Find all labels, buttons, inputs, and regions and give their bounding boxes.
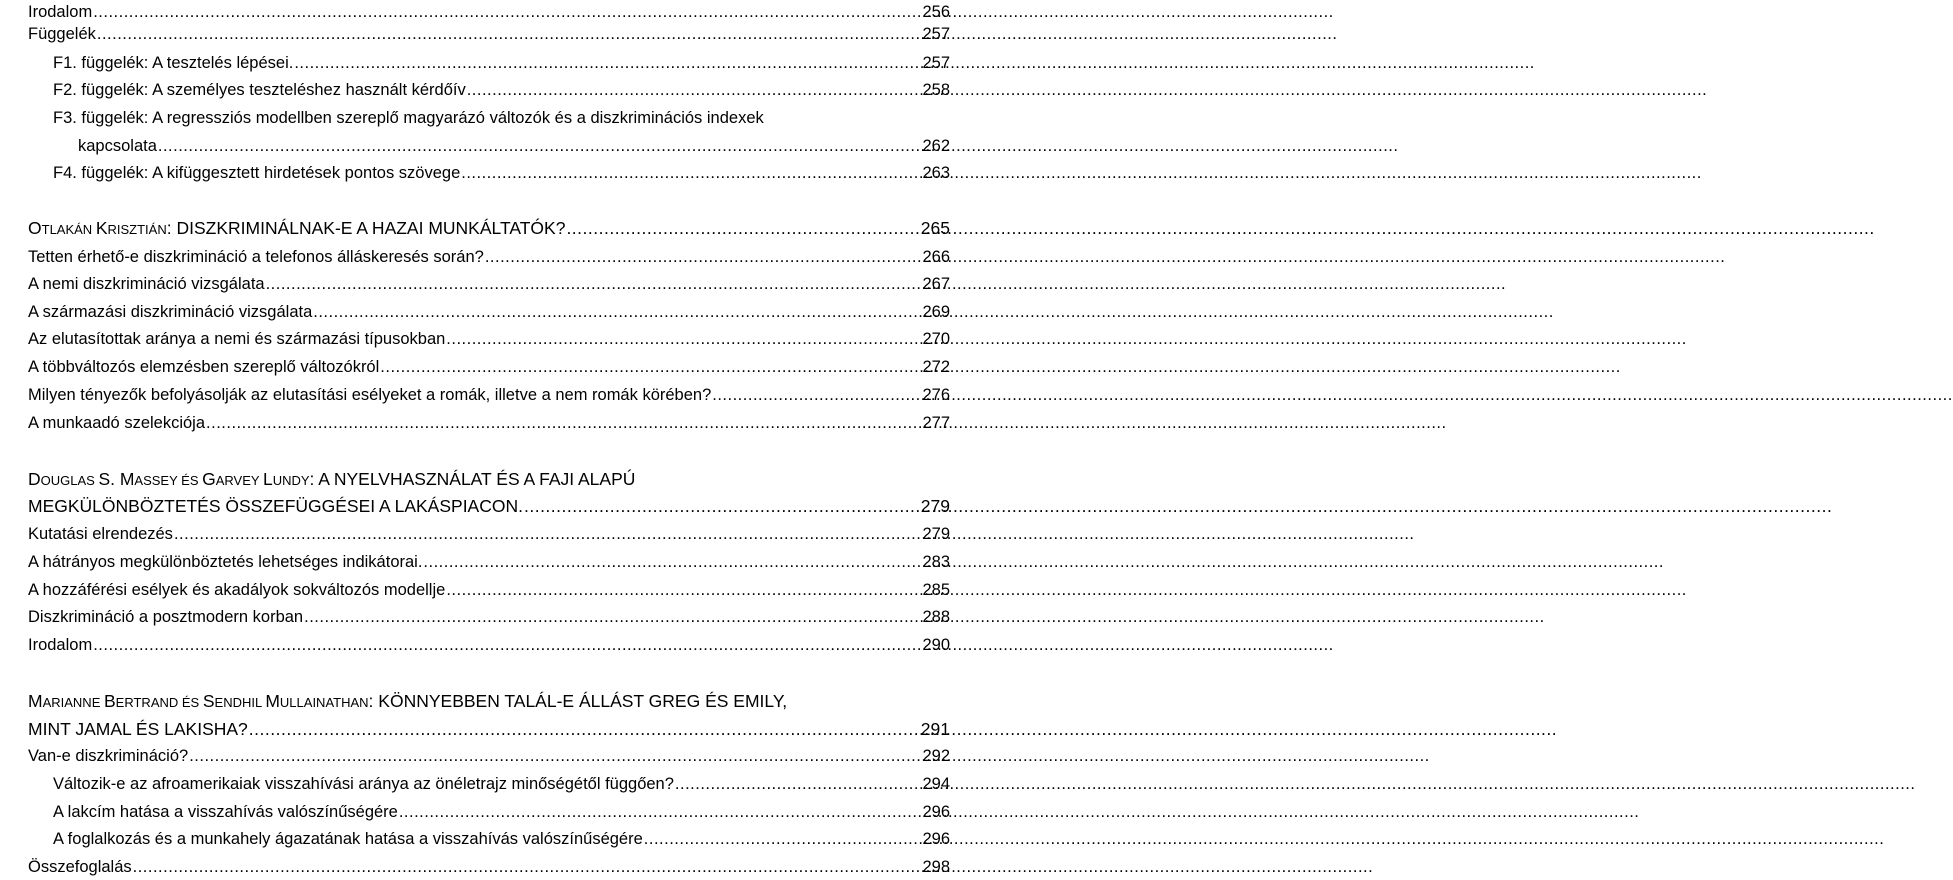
toc-entry[interactable] bbox=[53, 51, 950, 75]
toc-entry[interactable] bbox=[28, 855, 950, 879]
toc-entry-page: 263 bbox=[922, 164, 950, 182]
toc-entry-page: 277 bbox=[922, 414, 950, 432]
toc-entry-page: 288 bbox=[922, 608, 950, 626]
toc-entry-label: Diszkrimináció a posztmodern korban bbox=[28, 608, 304, 626]
toc-entry-page: 270 bbox=[922, 330, 950, 348]
leader-dots bbox=[174, 522, 919, 546]
toc-entry-label: A foglalkozás és a munkahely ágazatának hatása a visszahívás valószínűségére bbox=[53, 830, 643, 848]
toc-entry-page: 290 bbox=[922, 636, 950, 654]
toc-chapter-heading[interactable] bbox=[28, 216, 950, 240]
leader-dots bbox=[304, 605, 919, 629]
toc-entry-label: A nemi diszkrimináció vizsgálata bbox=[28, 275, 265, 293]
toc-entry[interactable] bbox=[28, 245, 950, 269]
toc-entry-page: 256 bbox=[922, 3, 950, 21]
leader-dots bbox=[294, 51, 919, 75]
toc-entry[interactable] bbox=[28, 0, 950, 24]
leader-dots bbox=[266, 272, 919, 296]
leader-dots bbox=[313, 300, 919, 324]
toc-entry[interactable] bbox=[28, 633, 950, 657]
leader-dots bbox=[158, 134, 919, 158]
toc-chapter-heading[interactable] bbox=[28, 717, 950, 741]
toc-entry[interactable] bbox=[28, 22, 950, 46]
toc-entry[interactable] bbox=[53, 800, 950, 824]
toc-entry-label: Milyen tényezők befolyásolják az elutasítási esélyeket a romák, illetve a nem romák körében? bbox=[28, 386, 712, 404]
toc-entry[interactable] bbox=[28, 605, 950, 629]
toc-entry-label: F4. függelék: A kifüggesztett hirdetések pontos szövege bbox=[53, 164, 461, 182]
toc-entry-page: 257 bbox=[922, 25, 950, 43]
toc-entry[interactable] bbox=[78, 134, 950, 158]
toc-entry[interactable] bbox=[28, 327, 950, 351]
toc-entry-label: Irodalom bbox=[28, 3, 93, 21]
table-of-contents bbox=[0, 0, 960, 880]
chapter-title: MINT JAMAL ÉS LAKISHA? bbox=[28, 719, 248, 739]
toc-entry-page: 296 bbox=[922, 803, 950, 821]
toc-entry-page: 291 bbox=[920, 719, 950, 739]
toc-entry[interactable] bbox=[53, 161, 950, 185]
toc-entry-label: Irodalom bbox=[28, 636, 93, 654]
leader-dots bbox=[485, 245, 919, 269]
toc-entry[interactable] bbox=[53, 78, 950, 102]
chapter-title: MEGKÜLÖNBÖZTETÉS ÖSSZEFÜGGÉSEI A LAKÁSPIACON. bbox=[28, 496, 523, 516]
leader-dots bbox=[206, 411, 919, 435]
toc-entry-page: 294 bbox=[922, 775, 950, 793]
toc-entry-page: 262 bbox=[922, 137, 950, 155]
toc-entry-label: A többváltozós elemzésben szereplő változókról bbox=[28, 358, 380, 376]
leader-dots bbox=[189, 744, 919, 768]
toc-entry[interactable] bbox=[28, 355, 950, 379]
toc-entry-label: A hozzáférési esélyek és akadályok sokváltozós modellje bbox=[28, 581, 446, 599]
toc-entry-label: Kutatási elrendezés bbox=[28, 525, 173, 543]
leader-dots bbox=[380, 355, 919, 379]
leader-dots bbox=[675, 772, 919, 796]
leader-dots bbox=[399, 800, 919, 824]
toc-entry[interactable] bbox=[28, 272, 950, 296]
leader-dots bbox=[446, 327, 919, 351]
chapter-title-line[interactable]: DOUGLAS S. MASSEY ÉS GARVEY LUNDY: A NYELVHASZNÁLAT ÉS A FAJI ALAPÚ bbox=[28, 469, 636, 489]
toc-entry-label: F2. függelék: A személyes teszteléshez használt kérdőív bbox=[53, 81, 466, 99]
toc-entry-label: A hátrányos megkülönböztetés lehetséges indikátorai. bbox=[28, 553, 423, 571]
chapter-title-line[interactable]: MARIANNE BERTRAND ÉS SENDHIL MULLAINATHAN: KÖNNYEBBEN TALÁL-E ÁLLÁST GREG ÉS EMILY, bbox=[28, 691, 788, 711]
toc-entry-page: 296 bbox=[922, 830, 950, 848]
toc-entry-page: 283 bbox=[922, 553, 950, 571]
toc-chapter-heading[interactable] bbox=[28, 494, 950, 518]
toc-entry[interactable] bbox=[53, 772, 950, 796]
toc-entry-page: 279 bbox=[920, 496, 950, 516]
toc-entry-label: Függelék bbox=[28, 25, 96, 43]
toc-entry-page: 258 bbox=[922, 81, 950, 99]
toc-entry[interactable] bbox=[28, 550, 950, 574]
leader-dots bbox=[467, 78, 919, 102]
leader-dots bbox=[93, 633, 919, 657]
toc-entry-page: 292 bbox=[922, 747, 950, 765]
toc-entry-page: 257 bbox=[922, 54, 950, 72]
toc-entry[interactable] bbox=[28, 300, 950, 324]
toc-entry-page: 272 bbox=[922, 358, 950, 376]
leader-dots bbox=[524, 494, 919, 518]
toc-entry-label: Összefoglalás bbox=[28, 858, 132, 876]
toc-entry[interactable] bbox=[28, 578, 950, 602]
toc-entry-page: 279 bbox=[922, 525, 950, 543]
toc-entry[interactable] bbox=[28, 411, 950, 435]
chapter-title: OTLAKÁN KRISZTIÁN: DISZKRIMINÁLNAK-E A HAZAI MUNKÁLTATÓK? bbox=[28, 218, 566, 238]
toc-entry-page: 266 bbox=[922, 248, 950, 266]
toc-entry[interactable] bbox=[28, 522, 950, 546]
toc-entry-label: Változik-e az afroamerikaiak visszahívási aránya az önéletrajz minőségétől függően? bbox=[53, 775, 674, 793]
toc-entry-label-line[interactable]: F3. függelék: A regressziós modellben szereplő magyarázó változók és a diszkriminációs indexek bbox=[53, 109, 764, 127]
toc-entry[interactable] bbox=[28, 744, 950, 768]
leader-dots bbox=[133, 855, 919, 879]
toc-entry-page: 269 bbox=[922, 303, 950, 321]
toc-entry-label: A munkaadó szelekciója bbox=[28, 414, 206, 432]
toc-entry-page: 298 bbox=[922, 858, 950, 876]
toc-entry-page: 265 bbox=[920, 218, 950, 238]
toc-entry-label: F1. függelék: A tesztelés lépései. bbox=[53, 54, 294, 72]
toc-entry-label: Az elutasítottak aránya a nemi és származási típusokban bbox=[28, 330, 446, 348]
leader-dots bbox=[644, 827, 919, 851]
leader-dots bbox=[423, 550, 919, 574]
leader-dots bbox=[712, 383, 919, 407]
toc-entry-label: A lakcím hatása a visszahívás valószínűségére bbox=[53, 803, 398, 821]
toc-entry-label: kapcsolata bbox=[78, 137, 157, 155]
toc-entry-label: Tetten érhető-e diszkrimináció a telefonos álláskeresés során? bbox=[28, 248, 484, 266]
leader-dots bbox=[446, 578, 919, 602]
toc-entry-label: Van-e diszkrimináció? bbox=[28, 747, 189, 765]
toc-entry[interactable] bbox=[28, 383, 950, 407]
leader-dots bbox=[566, 216, 919, 240]
leader-dots bbox=[249, 717, 919, 741]
leader-dots bbox=[97, 22, 919, 46]
leader-dots bbox=[461, 161, 919, 185]
toc-entry[interactable] bbox=[53, 827, 950, 851]
toc-entry-page: 276 bbox=[922, 386, 950, 404]
toc-entry-label: A származási diszkrimináció vizsgálata bbox=[28, 303, 313, 321]
leader-dots bbox=[93, 0, 919, 24]
toc-entry-page: 285 bbox=[922, 581, 950, 599]
toc-entry-page: 267 bbox=[922, 275, 950, 293]
